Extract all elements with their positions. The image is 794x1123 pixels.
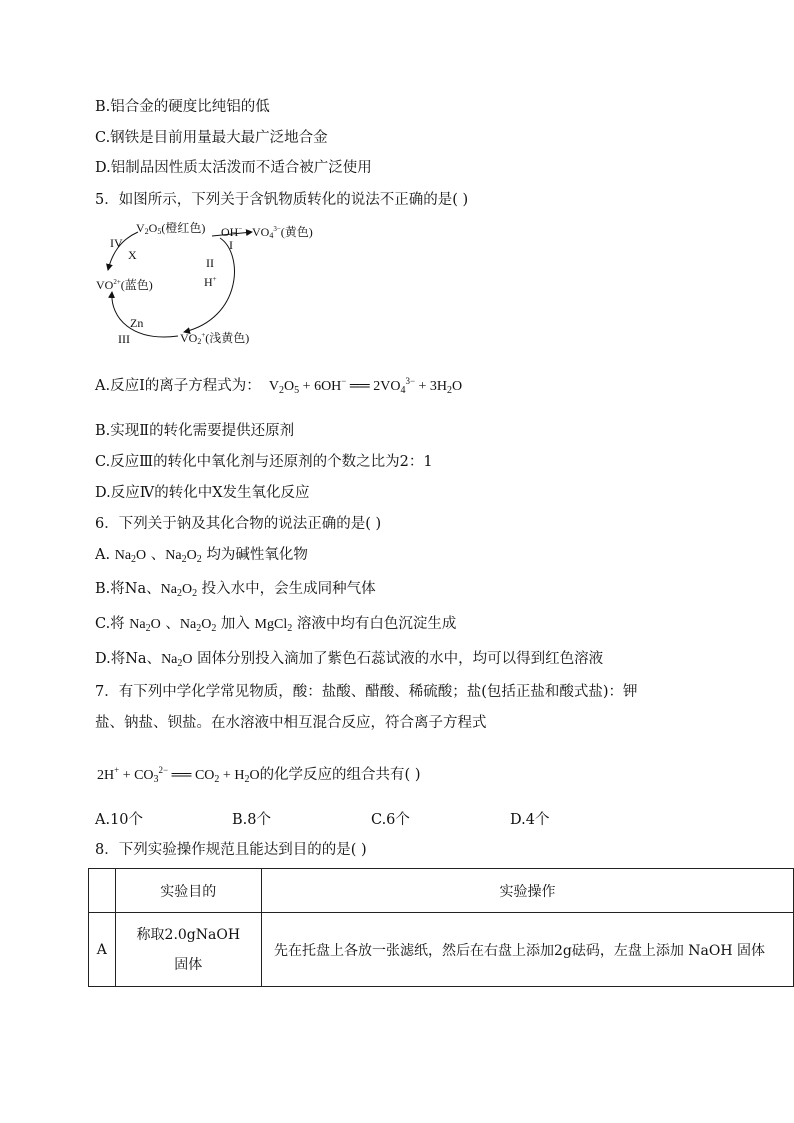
q8-stem: 8．下列实验操作规范且能达到目的的是( ) xyxy=(95,842,367,858)
q5-option-a: A.反应Ⅰ的离子方程式为： $V_2O_5 + 6OH^-$ ══ $2VO_4^{3-} + 3H_2O$ xyxy=(95,376,463,396)
vo2plus-blue-label: $VO^{2+}$(蓝色) xyxy=(96,278,153,292)
q4-option-b: B.铝合金的硬度比纯铝的低 xyxy=(95,99,270,115)
q5-stem: 5．如图所示，下列关于含钒物质转化的说法不正确的是( ) xyxy=(95,192,469,208)
q7-ionic-equation: $2H^+ + CO_3^{2-}$ ══ $CO_2 + H_2O$ xyxy=(97,765,260,785)
oh-minus-label: OH− xyxy=(221,225,243,239)
q7-options xyxy=(95,808,615,828)
experiment-table xyxy=(88,868,794,987)
q4-option-c: C.钢铁是目前用量最大最广泛地合金 xyxy=(95,130,328,146)
table-header-row xyxy=(89,869,794,913)
q6-option-b: B.将Na、$Na_2O_2$ 投入水中，会生成同种气体 xyxy=(95,581,376,599)
q4-option-d: D.铝制品因性质太活泼而不适合被广泛使用 xyxy=(95,160,372,176)
q7-stem-line2: 盐、钠盐、钡盐。在水溶液中相互混合反应，符合离子方程式 xyxy=(95,715,487,731)
header-operation: 实验操作 xyxy=(261,869,793,913)
x-label: X xyxy=(128,248,137,262)
row-purpose: 称取2.0gNaOH 固体 xyxy=(115,913,261,987)
q6-stem: 6．下列关于钠及其化合物的说法正确的是( ) xyxy=(95,516,382,532)
q5-option-b: B.实现Ⅱ的转化需要提供还原剂 xyxy=(95,423,295,439)
zn-label: Zn xyxy=(130,316,144,330)
q5-option-a-equation: $V_2O_5 + 6OH^-$ ══ $2VO_4^{3-} + 3H_2O$ xyxy=(265,376,463,396)
q6-option-d: D.将Na、$Na_2O$ 固体分别投入滴加了紫色石蕊试液的水中，均可以得到红色溶液 xyxy=(95,651,604,669)
h-plus-label: H+ xyxy=(204,275,217,289)
row-operation: 先在托盘上各放一张滤纸，然后在右盘上添加2g砝码，左盘上添加 NaOH 固体 xyxy=(261,913,793,987)
roman-2-label: II xyxy=(206,256,214,270)
q7-option-d: D.4个 xyxy=(510,812,550,828)
q7-stem-line3: $2H^+ + CO_3^{2-}$ ══ $CO_2 + H_2O$的化学反应的组合共有( ) xyxy=(97,765,421,785)
header-purpose: 实验目的 xyxy=(115,869,261,913)
row-label: A xyxy=(89,913,116,987)
roman-3-label: III xyxy=(118,332,130,346)
vo4-label: $VO_4^{3-}$(黄色) xyxy=(252,225,313,240)
header-label xyxy=(89,869,116,913)
q7-option-a: A.10个 xyxy=(95,812,144,828)
vanadium-cycle-diagram xyxy=(92,214,332,354)
q5-option-c: C.反应Ⅲ的转化中氧化剂与还原剂的个数之比为2：1 xyxy=(95,454,433,470)
q7-stem-line1: 7．有下列中学化学常见物质，酸：盐酸、醋酸、稀硫酸；盐(包括正盐和酸式盐)：钾 xyxy=(95,684,638,700)
table-row xyxy=(89,913,794,987)
q7-option-c: C.6个 xyxy=(371,812,410,828)
roman-1-label: I xyxy=(229,238,233,252)
q5-option-d: D.反应Ⅳ的转化中X发生氧化反应 xyxy=(95,485,310,501)
vo2-plus-label: $VO_2^+$(浅黄色) xyxy=(180,331,250,346)
roman-4-label: IV xyxy=(110,236,123,250)
v2o5-label: $V_2O_5$(橙红色) xyxy=(136,221,206,236)
q7-option-b: B.8个 xyxy=(232,812,271,828)
q6-option-c: C.将 $Na_2O$ 、$Na_2O_2$ 加入 MgCl$_2$ 溶液中均有白色沉淀生成 xyxy=(95,616,457,634)
q6-option-a: A. $Na_2O$ 、$Na_2O_2$ 均为碱性氧化物 xyxy=(95,547,308,565)
